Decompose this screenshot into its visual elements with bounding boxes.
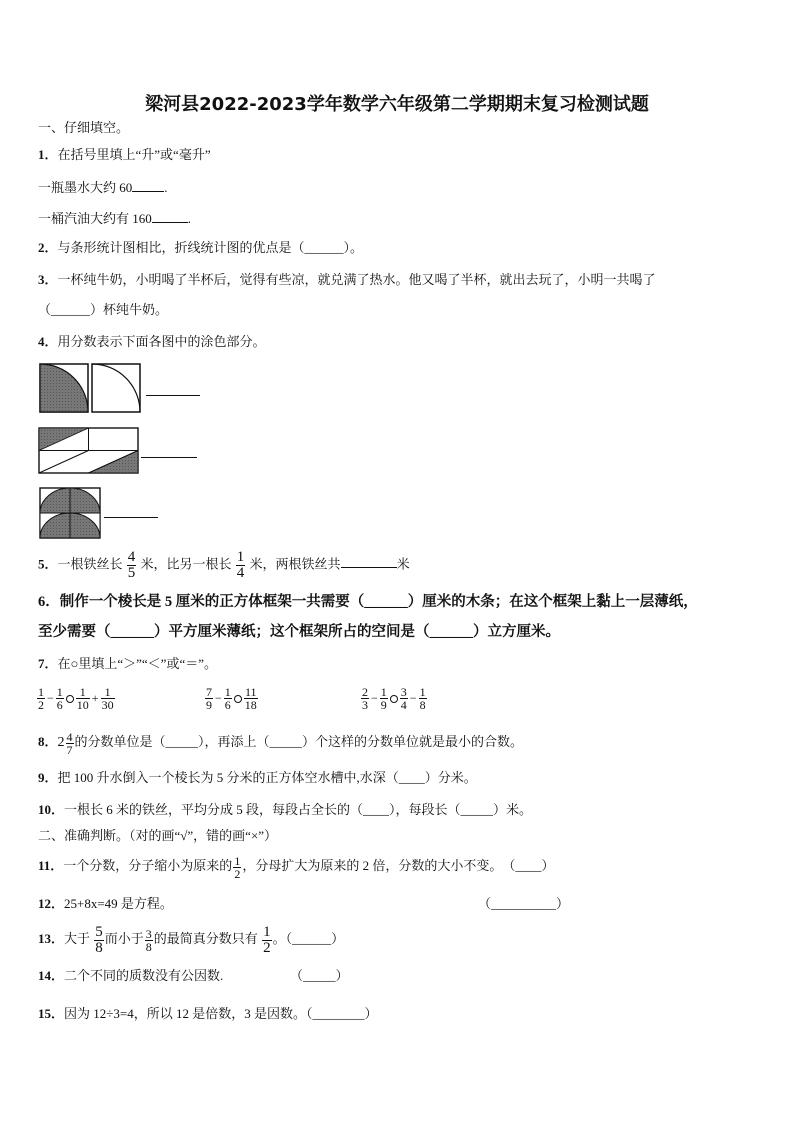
fraction: $\frac{1}{6}$	[224, 685, 231, 712]
question-6	[38, 594, 698, 610]
fraction: $\frac{1}{8}$	[419, 685, 426, 712]
question-2	[38, 240, 363, 256]
answer-paren[interactable]: （_____）	[290, 968, 349, 983]
fraction: $\frac{1}{2}$	[38, 685, 44, 712]
section-heading-true-false: 二、准确判断。（对的画“√”，错的画“×”）	[38, 828, 278, 843]
question-8	[38, 728, 523, 757]
question-3	[38, 272, 656, 288]
question-text: 米，两根铁丝共	[249, 556, 341, 572]
question-text: 一个分数，分子缩小为原来的	[63, 858, 233, 873]
question-number: 3．	[38, 272, 58, 287]
question-text: 的分数单位是（_____），再添上（_____）个这样的分数单位就是最小的合数。	[74, 734, 524, 749]
fraction: $\frac{1}{9}$	[380, 685, 387, 712]
punctuation: .	[187, 211, 192, 226]
question-text: 。（______）	[272, 931, 345, 946]
figure-triangles	[38, 427, 140, 475]
compare-circle[interactable]	[234, 695, 242, 703]
fraction: $\frac{1}{2}$	[263, 923, 271, 956]
compare-expression-1	[36, 686, 116, 711]
question-number: 5．	[38, 556, 58, 572]
compare-expression-3	[360, 686, 428, 711]
answer-blank[interactable]	[104, 517, 158, 518]
question-10	[38, 802, 532, 818]
section-heading-fill-blanks: 一、仔细填空。	[38, 120, 130, 135]
question-number: 10．	[38, 802, 65, 817]
question-text: 而小于	[104, 931, 144, 946]
question-text: 一桶汽油大约有 160	[38, 211, 152, 226]
question-4	[38, 334, 266, 350]
question-number: 1．	[38, 147, 58, 162]
question-1-line-b	[38, 210, 191, 227]
question-number: 11．	[38, 858, 64, 873]
mixed-number-whole: 2	[57, 735, 65, 750]
question-number: 7．	[38, 656, 58, 671]
question-number: 13．	[38, 931, 65, 946]
fraction: $\frac{4}{5}$	[127, 549, 136, 581]
punctuation: .	[164, 180, 168, 195]
question-text: 米，比另一根长	[140, 556, 232, 572]
figure-quarter-circles	[38, 362, 146, 414]
fraction: $\frac{4}{7}$	[66, 729, 73, 757]
question-text: 大于	[64, 931, 91, 946]
question-7	[38, 656, 217, 672]
question-text: 一瓶墨水大约 60	[38, 180, 133, 195]
answer-blank[interactable]	[132, 179, 164, 192]
operator: +	[91, 691, 99, 705]
question-text: 与条形统计图相比，折线统计图的优点是（______）。	[57, 240, 364, 255]
fraction: $\frac{2}{3}$	[362, 685, 368, 712]
question-text: 一根长 6 米的铁丝，平均分成 5 段，每段占全长的（____），每段长（_____）米。	[64, 802, 533, 817]
fraction: $\frac{7}{9}$	[206, 685, 212, 712]
page-title: 梁河县2022-2023学年数学六年级第二学期期末复习检测试题	[145, 94, 649, 115]
question-number: 15．	[38, 1006, 65, 1021]
fraction: $\frac{1}{4}$	[236, 549, 245, 581]
compare-circle[interactable]	[390, 695, 398, 703]
question-1-line-a	[38, 179, 168, 196]
question-text: ，分母扩大为原来的 2 倍，分数的大小不变。 （____）	[242, 858, 555, 873]
question-11	[38, 852, 554, 880]
question-number: 2．	[38, 240, 58, 255]
question-6-line-2: 至少需要（______）平方厘米薄纸；这个框架所占的空间是（______）立方厘米。	[38, 624, 560, 640]
operator: −	[47, 691, 54, 705]
compare-expression-2	[204, 686, 259, 711]
question-13	[38, 924, 344, 956]
fraction: $\frac{5}{8}$	[95, 923, 103, 956]
figure-circle-segments	[38, 486, 102, 540]
question-text: 因为 12÷3=4，所以 12 是倍数，3 是因数。（________）	[64, 1006, 378, 1021]
question-text: 用分数表示下面各图中的涂色部分。	[57, 334, 266, 349]
fraction: $\frac{1}{6}$	[56, 685, 63, 712]
question-text: 一杯纯牛奶，小明喝了半杯后，觉得有些凉，就兑满了热水。他又喝了半杯，就出去玩了，小明一共喝了	[57, 272, 656, 287]
question-text: 把 100 升水倒入一个棱长为 5 分米的正方体空水槽中,水深（____）分米。	[57, 770, 477, 785]
fraction: $\frac{11}{18}$	[244, 685, 257, 712]
operator: −	[409, 691, 417, 705]
answer-blank[interactable]	[341, 555, 397, 568]
question-text: 制作一个棱长是 5 厘米的正方体框架一共需要（______）厘米的木条；在这个框架上黏上一层薄纸，	[59, 594, 698, 610]
operator: −	[371, 691, 378, 705]
answer-blank[interactable]	[141, 457, 197, 458]
question-number: 8．	[38, 734, 58, 749]
question-number: 12．	[38, 896, 65, 911]
answer-blank[interactable]	[152, 210, 188, 223]
question-5	[38, 550, 410, 581]
question-number: 4．	[38, 334, 58, 349]
operator: −	[215, 691, 222, 705]
question-text: 二个不同的质数没有公因数.	[64, 968, 224, 983]
fraction: $\frac{3}{8}$	[145, 926, 152, 954]
answer-blank[interactable]	[146, 395, 200, 396]
question-number: 9．	[38, 770, 58, 785]
answer-paren[interactable]: （__________）	[478, 896, 570, 911]
question-text: 米	[396, 556, 410, 572]
question-number: 6．	[38, 594, 60, 610]
question-text: 在括号里填上“升”或“毫升”	[57, 147, 211, 162]
question-15	[38, 1006, 377, 1022]
question-14	[38, 968, 223, 984]
question-text: 在○里填上“＞”“＜”或“＝”。	[57, 656, 217, 671]
question-number: 14．	[38, 968, 65, 983]
fraction: $\frac{1}{2}$	[234, 853, 241, 881]
question-text: 一根铁丝长	[57, 556, 123, 572]
fraction: $\frac{1}{30}$	[101, 685, 114, 712]
compare-circle[interactable]	[66, 695, 74, 703]
question-12	[38, 896, 173, 912]
question-9	[38, 770, 477, 786]
question-1	[38, 147, 211, 163]
question-3-line-2: （______）杯纯牛奶。	[38, 302, 169, 317]
question-text: 25+8x=49 是方程。	[64, 896, 173, 911]
fraction: $\frac{3}{4}$	[400, 685, 407, 712]
fraction: $\frac{1}{10}$	[76, 685, 89, 712]
question-text: 的最简真分数只有	[153, 931, 258, 946]
